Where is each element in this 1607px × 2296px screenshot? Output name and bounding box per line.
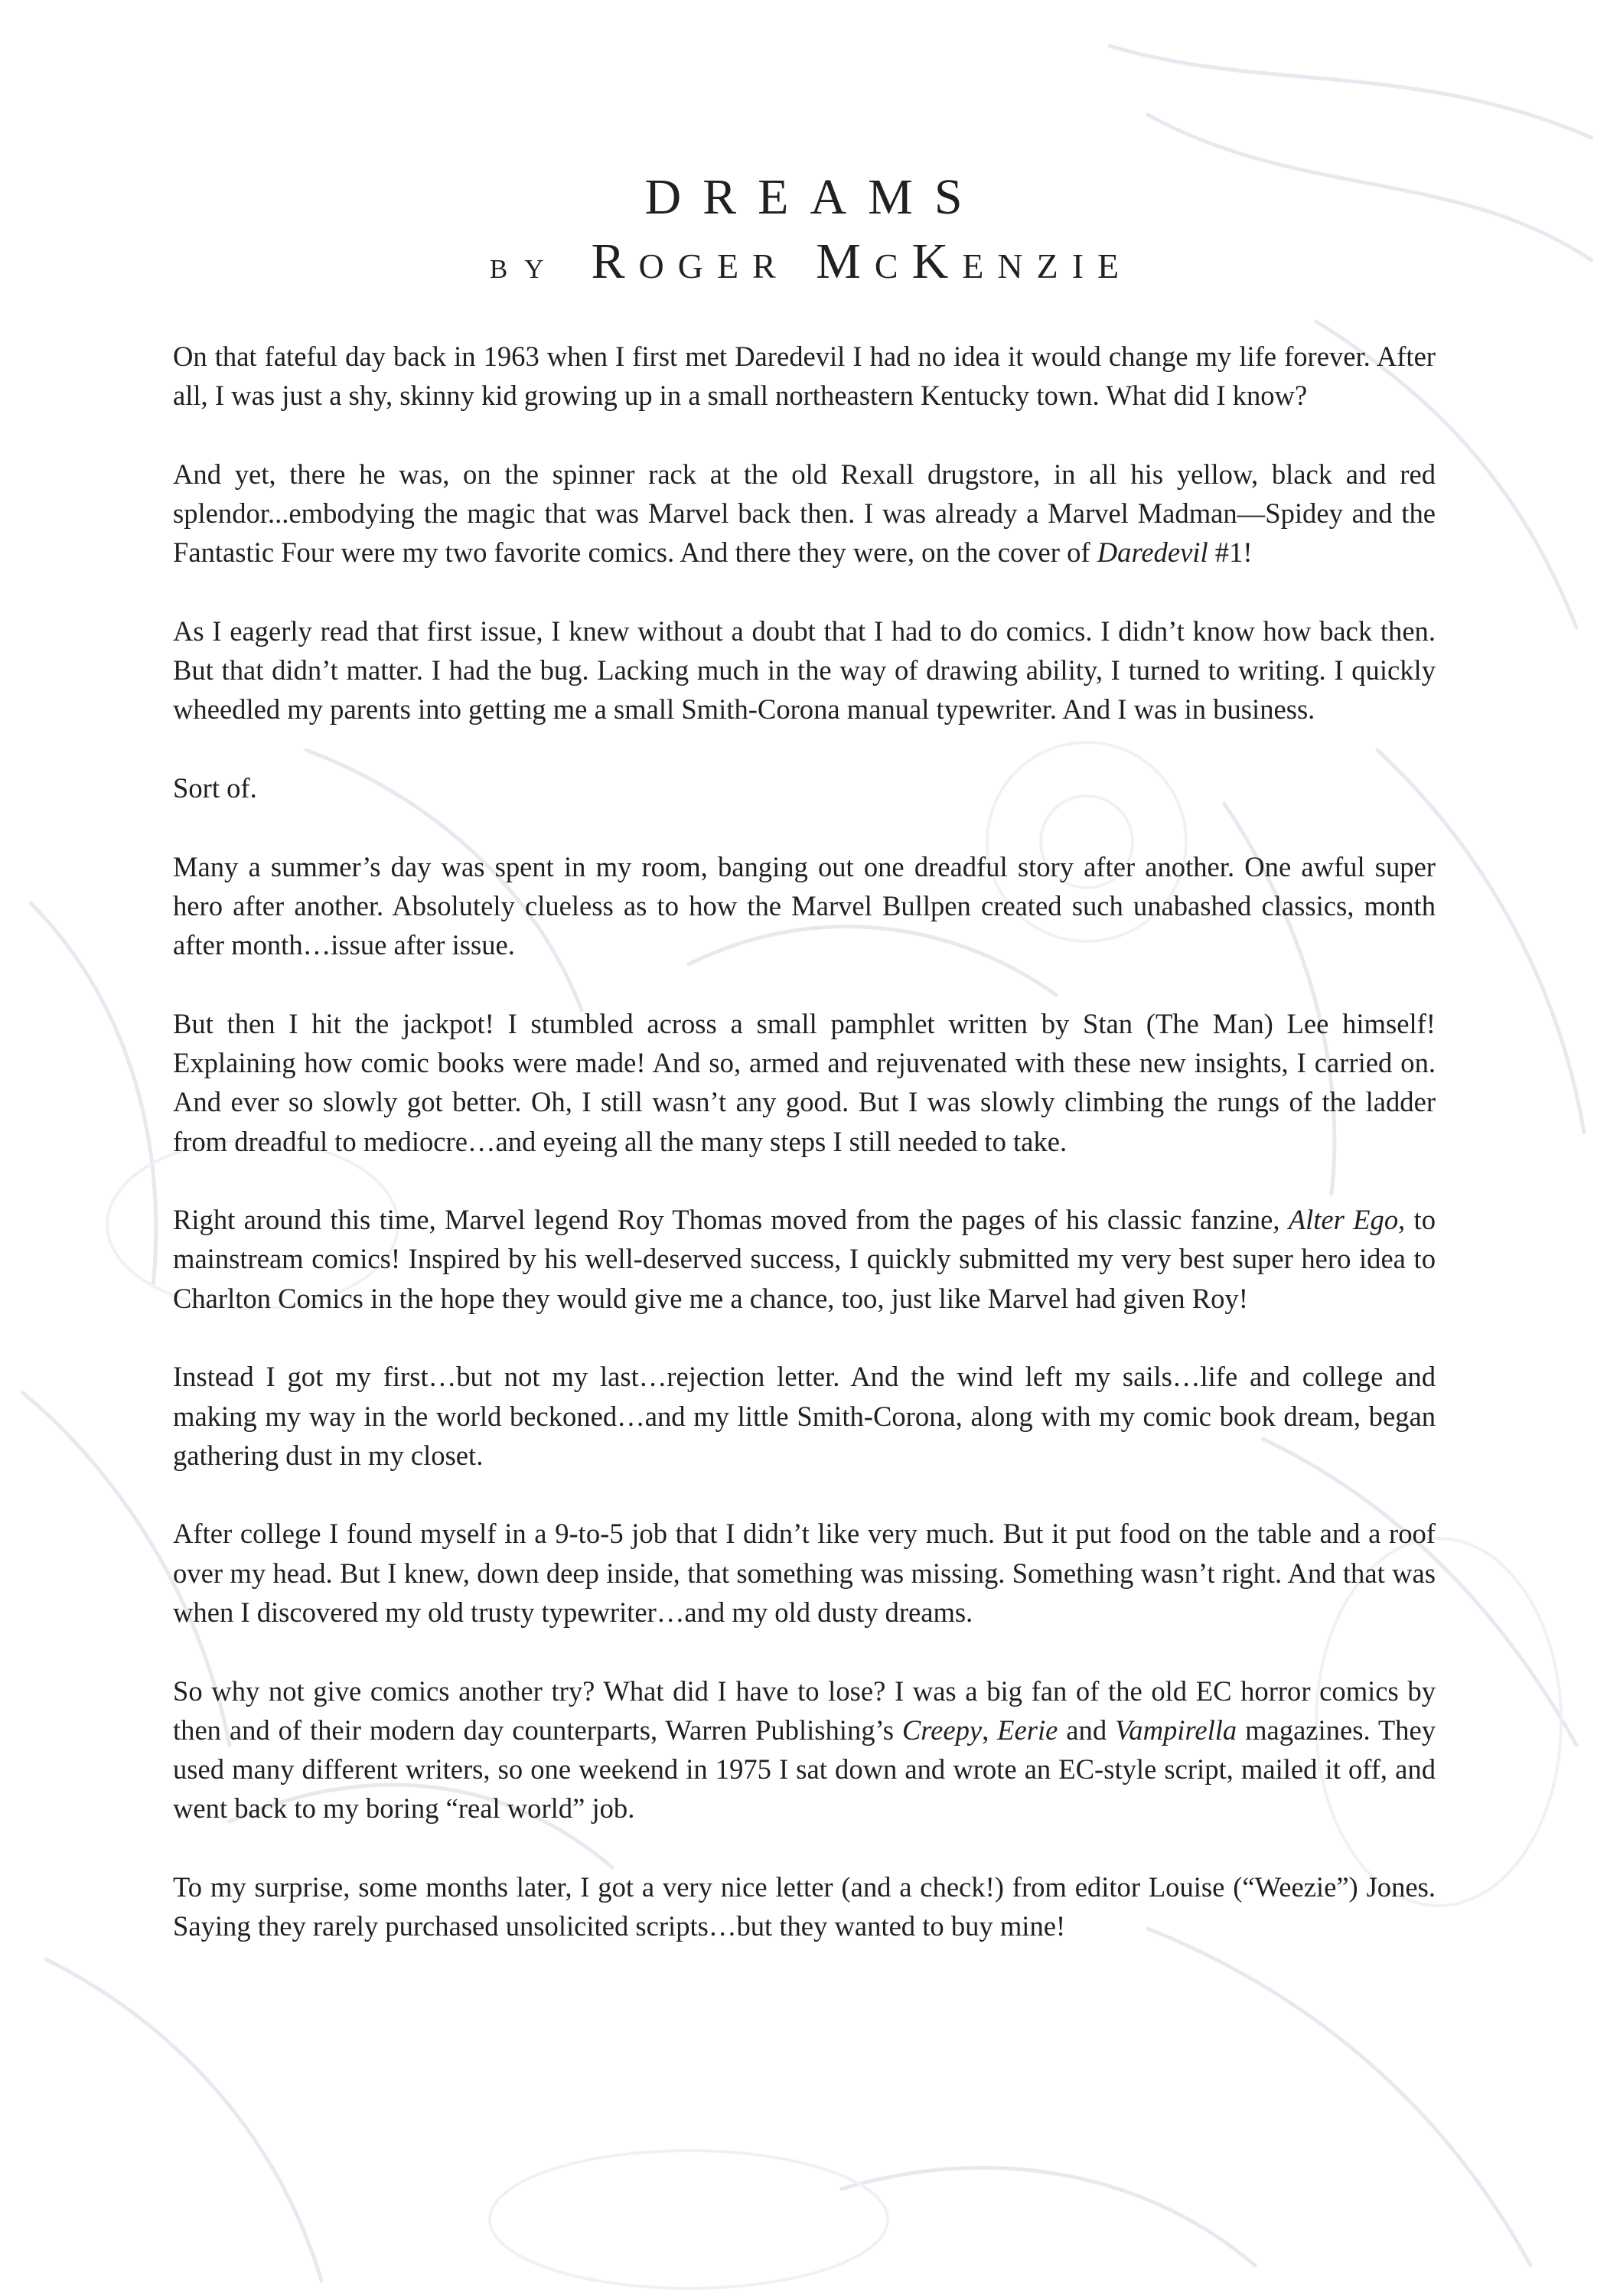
italic-title-text: Creepy bbox=[901, 1714, 983, 1746]
byline-prefix: by bbox=[489, 243, 561, 286]
paragraph-text: Many a summer’s day was spent in my room, banging out one dreadful story after another. One awful super hero after another. Absolutely clueless as to how the Marvel Bullpen created such unabashed classics, month after month…issue after issue. bbox=[173, 850, 1436, 961]
paragraph bbox=[173, 1671, 1436, 1828]
paragraph-text: And yet, there he was, on the spinner rack at the old Rexall drugstore, in all his yellow, black and red splendor...embodying the magic that was Marvel back then. I was already a Marvel Madman—Spidey and the Fantastic Four were my two favorite comics. And there they were, on the cover of bbox=[173, 458, 1436, 569]
article-body bbox=[173, 337, 1436, 1985]
author-name: Roger McKenzie bbox=[591, 233, 1133, 289]
paragraph-text: Instead I got my first…but not my last…rejection letter. And the wind left my sails…life and college and making my way in the world beckoned…and my little Smith-Corona, along with my comic book dream, began gathering dust in my closet. bbox=[173, 1361, 1436, 1471]
page-title: DREAMS bbox=[644, 169, 984, 225]
paragraph bbox=[173, 455, 1436, 572]
paragraph bbox=[173, 1357, 1436, 1475]
italic-title-text: Vampirella bbox=[1115, 1714, 1237, 1746]
paragraph-text: After college I found myself in a 9-to-5 job that I didn’t like very much. But it put food on the table and a roof over my head. But I knew, down deep inside, that something was missing. Something wasn’t right. And that was when I discovered my old trusty typewriter…and my old dusty dreams. bbox=[173, 1518, 1436, 1628]
paragraph bbox=[173, 768, 1436, 807]
paragraph bbox=[173, 612, 1436, 729]
paragraph bbox=[173, 847, 1436, 965]
italic-title-text: Eerie bbox=[997, 1714, 1058, 1746]
heading bbox=[0, 167, 1607, 294]
paragraph-text: As I eagerly read that first issue, I knew without a doubt that I had to do comics. I didn’t know how back then. But that didn’t matter. I had the bug. Lacking much in the way of drawing ability, I turned to writing. I quickly wheedled my parents into getting me a small Smith-Corona manual typewriter. And I was in business. bbox=[173, 615, 1436, 726]
paragraph-text: On that fateful day back in 1963 when I first met Daredevil I had no idea it would change my life forever. After all, I was just a shy, skinny kid growing up in a small northeastern Kentucky town. What did I know? bbox=[173, 341, 1436, 412]
paragraph-text: , bbox=[982, 1714, 998, 1746]
paragraph bbox=[173, 1004, 1436, 1161]
paragraph bbox=[173, 337, 1436, 415]
paragraph-text: Right around this time, Marvel legend Roy Thomas moved from the pages of his classic fanzine, bbox=[173, 1204, 1289, 1236]
paragraph bbox=[173, 1867, 1436, 1945]
paragraph-text: To my surprise, some months later, I got a very nice letter (and a check!) from editor Louise (“Weezie”) Jones. Saying they rarely purchased unsolicited scripts…but they wanted to buy mine! bbox=[173, 1870, 1436, 1942]
paragraph bbox=[173, 1200, 1436, 1318]
paragraph-text: , to mainstream comics! Inspired by his well-deserved success, I quickly submitted my very best super hero idea to Charlton Comics in the hope they would give me a chance, too, just like Marvel had given Roy! bbox=[173, 1204, 1436, 1314]
paragraph-text: magazines. They used many different writers, so one weekend in 1975 I sat down and wrote an EC-style script, mailed it off, and went back to my boring “real world” job. bbox=[173, 1714, 1436, 1825]
paragraph bbox=[173, 1514, 1436, 1632]
paragraph-text: Sort of. bbox=[173, 772, 257, 804]
paragraph-text: and bbox=[1058, 1714, 1116, 1746]
byline bbox=[15, 233, 1607, 294]
italic-title-text: Alter Ego bbox=[1288, 1204, 1399, 1236]
paragraph-text: But then I hit the jackpot! I stumbled across a small pamphlet written by Stan (The Man) Lee himself! Explaining how comic books were made! And so, armed and rejuvenated with these new insights, I carried on. And ever so slowly got better. Oh, I still wasn’t any good. But I was slowly climbing the rungs of the ladder from dreadful to mediocre…and eyeing all the many steps I still needed to take. bbox=[173, 1007, 1436, 1157]
italic-title-text: Daredevil bbox=[1097, 536, 1208, 569]
paragraph-text: #1! bbox=[1208, 536, 1253, 569]
paragraph-text: So why not give comics another try? What did I have to lose? I was a big fan of the old EC horror comics by then and of their modern day counterparts, Warren Publishing’s bbox=[173, 1675, 1436, 1746]
